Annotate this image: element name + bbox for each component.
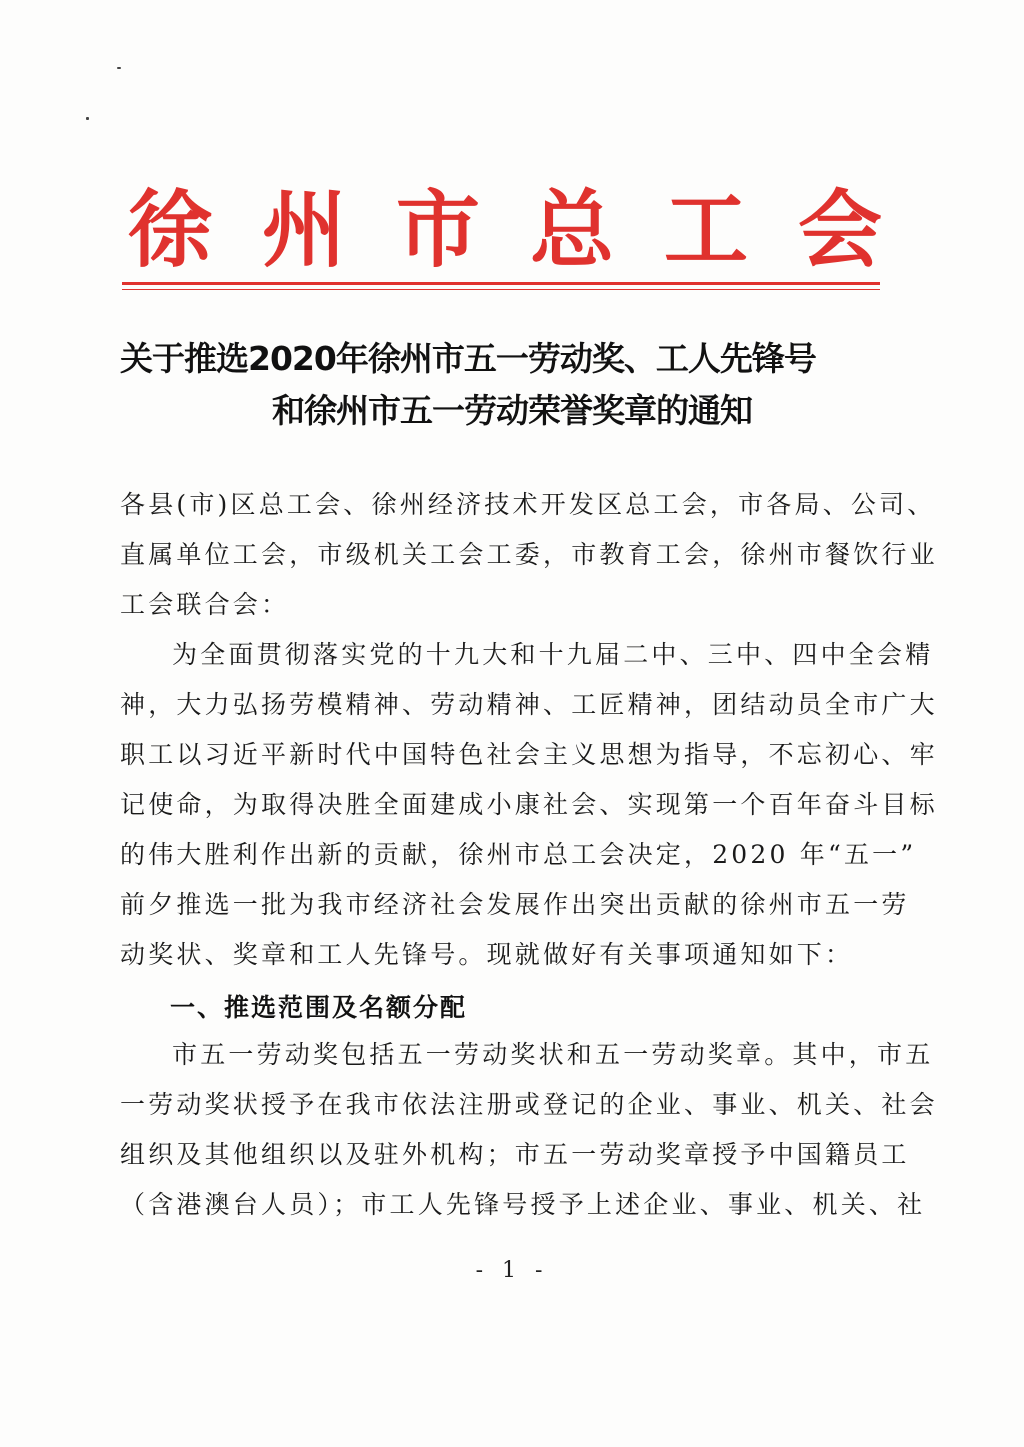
paragraph-line: 前夕推选一批为我市经济社会发展作出突出贡献的徐州市五一劳 [120,890,910,919]
header-red-rule-thin [122,289,880,290]
issuing-organization-header [120,180,890,280]
paragraph-line: 记使命，为取得决胜全面建成小康社会、实现第一个百年奋斗目标 [120,790,938,819]
header-char: 市 [395,181,480,279]
header-char: 工 [663,181,748,279]
header-char: 总 [529,181,614,279]
paragraph-line: 组织及其他组织以及驻外机构；市五一劳动奖章授予中国籍员工 [120,1140,910,1169]
document-title-line-1: 关于推选2020年徐州市五一劳动奖、工人先锋号 [120,339,816,378]
paragraph-line: 动奖状、奖章和工人先锋号。现就做好有关事项通知如下： [120,940,854,969]
header-char: 会 [797,181,882,279]
paragraph-line: 的伟大胜利作出新的贡献，徐州市总工会决定，2020 年“五一” [120,840,917,869]
addressee-line-2: 直属单位工会，市级机关工会工委，市教育工会，徐州市餐饮行业 [120,540,938,569]
header-red-rule [122,282,880,285]
paragraph-line: 职工以习近平新时代中国特色社会主义思想为指导，不忘初心、牢 [120,740,938,769]
scan-speck [86,117,89,120]
paragraph-line: （含港澳台人员）；市工人先锋号授予上述企业、事业、机关、社 [120,1190,926,1219]
document-title-line-2: 和徐州市五一劳动荣誉奖章的通知 [272,391,752,430]
paragraph-line: 为全面贯彻落实党的十九大和十九届二中、三中、四中全会精 [172,640,934,669]
paragraph-line: 市五一劳动奖包括五一劳动奖状和五一劳动奖章。其中，市五 [172,1040,934,1069]
header-char: 徐 [127,181,212,279]
paragraph-line: 神，大力弘扬劳模精神、劳动精神、工匠精神，团结动员全市广大 [120,690,938,719]
section-heading: 一、推选范围及名额分配 [170,993,468,1022]
addressee-line-3: 工会联合会： [120,590,290,619]
scan-speck [117,67,121,69]
header-char: 州 [261,181,346,279]
addressee-line-1: 各县(市)区总工会、徐州经济技术开发区总工会，市各局、公司、 [120,490,936,519]
page-number: - 1 - [475,1258,549,1283]
paragraph-line: 一劳动奖状授予在我市依法注册或登记的企业、事业、机关、社会 [120,1090,938,1119]
